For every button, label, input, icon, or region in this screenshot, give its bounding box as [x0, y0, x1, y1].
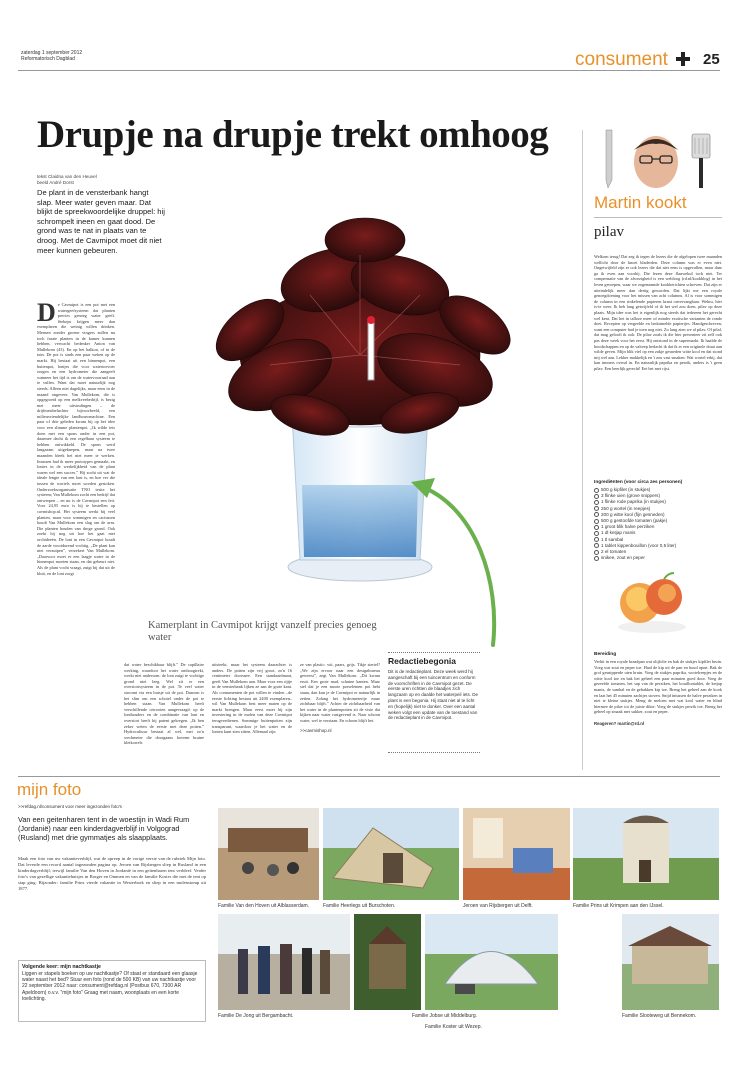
infobox [388, 652, 480, 760]
checkbox-icon [594, 494, 599, 499]
caption-koster: Familie Koster uit Wezep. [425, 1024, 482, 1030]
photo-dejong [218, 914, 350, 1010]
photo-slooteweg [622, 914, 719, 1010]
prep-text: Verhit in een royale braadpan wat olijfolie en bak de stukjes kipfilet bruin. Voeg wat zout en peper toe. Haal de kip uit de pan en houd apart. Bak de grof gesnipperde uien bruin. Voeg de stukjes paprika, wortelreepjes en de witte kool toe en bak het geheel een paar minuten goed door. Voeg de gezeefde tomaten, het sap van de perziken, het bouillontablet, de ketjap manis, de sambal en de gebakken kip toe. Breng het geheel aan de kook en laat het 45 minuten zachtjes stoven. Snijd intussen de halve perziken in niet te kleine stukjes. Meng de meloen met wat kool water en blind hiermee de pilav tot de juiste dikte. Voeg de stukjes perzik toe. Breng het geheel op smaak met sukker, zout en peper. [594, 659, 722, 715]
col1-body: De pot is sinds een paar weken op de markt. Hij bestaat uit een binnenpot, een buitenpot, lontjes die voor watertoevoer zorgen en een hydrometer die aangeeft wanneer het tijd is om de watervoorraad aan te vullen. Want dat moet natuurlijk nog steeds. Alleen niet dagelijks, maar eens in de maand ongeveer. Van Mullekom, die is opgegroeid op een melkveebedrijf, is bezig met meer uitvindingen – de drijfmestbeluchter bijvoorbeeld, een milieuvriendelijke landbouwmachine. Een paar of drie geleden kwam hij op het idee voor een slimme plantenpot. „Ik wilde iets doen met een spons onder in een pot, daarmee dacht ik een regelbaar systeem te hebben ontwikkeld. De spons werd langzaam uitgeknepen, maar na twee maanden bleek het niet meer te werken. Intussen had ik meer prototypes gemaakt, en lontes in de werkelijkheid van de plant waren wel een succes.” Hij zocht uit wat de ideale lengte van een lont is, en hoe ver die tussen de wortels moet worden gestoken. Onderzoeksorganisatie TNO testte het systeem; Van Mullekom zocht een bedrijf dat ontwerpen – en nu is de Cavmipot een feit. Voor 24,95 euro is hij te bestellen op cavmishop.nl. Het systeem werkt bij veel planten, maar voor sommigen en cactussen houdt Van Mullekom een slag om de arm. Die planten houden van droge grond. Ook zoekt hij nog uit hoe het gaat met orchideeën. De lont in een Cavmipot houdt de aarde voortdurend vochtig. „De plant kan niet verzuipen”, verzekert Van Mullekom. „Daarvoor moet er een laagje water in de binnenpot moeten staan, en dat gebeurt niet. Als de plant vocht vraagt, zuigt hij dat uit de kluit, en de lont zorgt [37, 352, 115, 576]
ingredient-text: 3 flinke uien (grove snippers) [601, 493, 660, 499]
ingredient-text: snikee, zout en peper [601, 555, 645, 561]
intro: De plant in de vensterbank hangt slap. Meer water geven maar. Dat blijkt de spreekwoordelijke druppel: hij schrompelt ineen en gaat dood. De grond was te nat in plaats van te droog. Met de Cavmipot moet dit niet meer kunnen gebeuren. [37, 188, 165, 255]
checkbox-icon [594, 506, 599, 511]
plus-icon [676, 52, 690, 66]
dropcap: D [37, 298, 56, 327]
byline [37, 174, 97, 186]
ingredient-text: 1 tl sambal [601, 536, 624, 542]
checkbox-icon [594, 512, 599, 517]
photo-heerlegs [323, 808, 459, 900]
infobox-top-rule [388, 652, 480, 653]
mijnfoto-title: mijn foto [17, 780, 82, 799]
column-title: Martin kookt [594, 193, 687, 212]
photo-jobse [354, 914, 421, 1010]
checkbox-icon [594, 525, 599, 530]
header-rule [18, 70, 720, 71]
article-col4 [300, 662, 380, 733]
column-title-rule [594, 217, 722, 218]
caption-rijsbergen: Jeroen van Rijsbergen uit Delft. [463, 903, 533, 909]
martin-header-art [594, 128, 724, 190]
ingredient-text: 1 flinke rode paprika (in stukjes) [601, 499, 666, 505]
ingredients-list [594, 487, 722, 561]
article-col3: uitsteekt, maar het systeem daarachter is anders. De potten zijn vrij groot, zo'n 16 centimeter doorsnee. Een standaardmaat, geeft Van Mullekom aan. Maar voor een rijtje in de vensterbank lijken ze aan de grote kant. Als consumenten de pot willen te vinden –de eerste lichting bestaat uit 2400 exemplaren– wil Van Mullekom best meer maten op de markt brengen. Maar eerst moet hij zijn investering in de molen van deze Cavmipot terugverdienen. Sommige buitenpotten zijn transparant, waardoor je het water en de lonten kunt zien zitten. Allemaal zijn [212, 662, 292, 735]
mijnfoto-body: Maak een foto van uw vakantieverblijf, wat de opreep in de vorige versie van de rubriek Mijn foto. Dat leverde een record aantal ingezonden pagina op. Jeroen van Rijsbergen sliep in Rusland in een kinderdagverblijf, terwijl familie Van den Hoven in Jordanië in een geitenharen tent verbleef. Verder foto's van gezellige vakantiehuisjes in Borger en Ommen en van de familie Koster die met de tent op stap ging. Bijzonder: familie Prins vierde vakantie in Westerbork en sliep in een molenstomp uit 1877. [18, 856, 206, 891]
ingredient-text: 250 g wortel (in reepjes) [601, 505, 651, 511]
column-divider [582, 130, 583, 770]
checkbox-icon [594, 556, 599, 561]
caption-jobse: Familie Jobse uit Middelburg. [412, 1013, 478, 1019]
caption-prins: Familie Prins uit Krimpen aan den IJssel. [573, 903, 664, 909]
peach-photo [612, 565, 692, 635]
caption-slooteweg: Familie Slooteweg uit Bennekom. [622, 1013, 697, 1019]
page-number: 25 [703, 51, 720, 68]
ingredient-item [594, 555, 722, 561]
dish-name: pilav [594, 224, 624, 240]
photo-prins [573, 808, 719, 900]
ingredients [594, 480, 722, 561]
infobox-title: Redactiebegonia [388, 656, 457, 666]
next-title: Volgende keer: mijn nachtkastje [22, 964, 101, 970]
infobox-bottom-rule [388, 752, 480, 753]
checkbox-icon [594, 500, 599, 505]
photo-rijsbergen [463, 808, 570, 900]
mijnfoto-sub[interactable]: >>refdag.nl/consument voor meer ingezonden foto's [18, 804, 122, 809]
preparation [594, 652, 722, 726]
photo-koster [425, 914, 558, 1010]
col4-text: ze van plastic: wit, paars, grijs. Tikje steriel? „We zijn ervoor naar een designbureau geweest”, zegt Van Mullekom. „Dit kwam eruit. Een grote mad, schuine kanten. Maar stel dat je een mooie porseleinen pot hebt staan, dan kun je de Cavmipot er natuurlijk in zetten. Zolang het hydrometertje maar zichtbaar blijft.” Achter de zichtbaarheid van het water in de plantenpotten zit de visie dat kijken naar water rustgevend is. Naar schoon water, wel te verstaan. En schoon blijft het. [300, 662, 380, 723]
ingredients-title: Ingrediënten (voor circa zes personen) [594, 480, 683, 485]
ingredient-text: 500 g kipfilet (in stukjes) [601, 487, 651, 492]
photo-vandenhoven [218, 808, 319, 900]
headline: Drupje na drupje trekt omhoog [37, 113, 549, 156]
header-date: zaterdag 1 september 2012 [21, 50, 83, 56]
ingredient-text: 2 el tomaten [601, 549, 627, 555]
col1-lead: e Cavmipot is een pot met een watergeefsysteem dat planten precies genoeg water geeft. Stekeps krijgen meer dan exemplaren die weinig willen drinken. Mensen zonder groene vingers zullen nu toch fraaie planten in de kamer kunnen hebben, verwacht bedenker Anton van Mullekom (43). En op het balkon, of in de tuin. [37, 302, 115, 358]
checkbox-icon [594, 531, 599, 536]
caption-vandenhoven: Familie Van den Hoven uit Alblasserdam. [218, 903, 310, 909]
checkbox-icon [594, 488, 599, 493]
ingredient-text: 200 g witte kool (fijn gesneden) [601, 511, 665, 517]
column-contact-link[interactable]: Reageren? martin@rd.nl [594, 720, 645, 726]
next-text: Liggen er stapels boeken op uw nachtkastje? Of staat er standaard een glaasje water naast het bed? Stuur een foto (rond de 500 KB) van uw nachtkastje voor 22 september 2012 naar: consument@refdag.nl (Postbus 670, 7300 AR Apeldoorn) o.v.v. "mijn foto" Graag met naam, woonplaats en een korte toelichting. [22, 971, 198, 1002]
cavmishop-link[interactable]: >>cavmishop.nl [300, 727, 332, 733]
ingredient-text: 1 dl ketjap manis [601, 530, 636, 536]
infobox-text: Dit is de redactieplant. Deze week werd hij aangeschaft bij een tuincentrum en conform de voorschriften in de Cavmipot gezet. De eerste uren richtten de blaadjes zich langzaam op en daalde het waterpeil iets. De plant is een begonia. Hij staat niet al te licht en (hopelijk) niet te donker. Over een aantal weken volgt een update van de toestand van de redactieplant in de Cavmipot. [388, 669, 479, 721]
arrow-graphic [405, 470, 505, 650]
mijnfoto-lead: Van een geitenharen tent in de woestijn in Wadi Rum (Jordanië) naar een kinderdagverblijf in Volgograd (Rusland) met drie gymmatjes als slaapplaats. [18, 815, 190, 843]
header-meta [21, 50, 82, 62]
checkbox-icon [594, 519, 599, 524]
article-col2: dat water beschikbaar blijft.” De capillaire werking, waardoor het water omhoogtrekt, werkt niet andersom: de lont zuigt te vochtige grond niet leeg. Wel zit er een overstortsysteem in de pot. Te veel water stroomt via een buisje uit de pot. Daarom is het slim om een schotel onder de pot te hebben staan. Van Mullekom heeft verschillende cetrooien aangevraagd: op de lonthouders en de combinatie van lont en overstort heeft hij patent gekregen. „Ik ben zeker weten de eerste met deze potten.” Hydrocultuur bestaat al wel, met zo'n wechmeter die doorgaans bovenn bruine kleikorrels [124, 662, 204, 746]
section-title: consument [575, 49, 668, 70]
article-col1 [37, 298, 115, 576]
ingredient-text: 500 g gestoofde tomaten (pakje) [601, 518, 668, 524]
caption-heerlegs: Familie Heerlegs uit Burschoten. [323, 903, 396, 909]
checkbox-icon [594, 537, 599, 542]
column-body: Welkom terug! Dat zeg ik tegen de lezers die de afgelopen twee maanden wellicht door de knoet bladerden. Deze column was er even niet. Ongetwijfeld zijn er ook lezers die dat niet eens is opgevallen, maar daar ga ik even aan voorbij. Die lezen deze flauwekul toch niet. Ter compensatie van de afwezigheid is een webloog (rd.nl/kookblog) in het leven geroepen, waar we zogenaamde kookberichten schreven. Dat zijn er uiteindelijk meer dan dertig geworden. Dat lijkt me een royale genoegdoening voor het missen van acht columns. Al is voor sommigen de column in een rinkelende papieren krant onvervangbaar. Welnu, hier is-ie weer. Ik heb lang getwijfeld of ik het wel zou doen, pilav op deze plaats. Mijn idee was het is eigenlijk nog steeds dat iedereen het gerecht wel kent. Dat het in talloze meer of minder exotische varianten de ronde doet. Recepten op vergeelde en beduimelde papiertjes. Handgeschreven, want een computer had je toen nog niet. Zo lang zien we al pilav. Of pilaf, dat mag gelooft ik ook. De pilav zoals ik die hier presenteer zit zelf ook pas deze week voor het eerst. Hij ontstond in de supermarkt. Ik haalde de boodschappen en op de valreep bedacht ik dat ik er een originele draai aan wilde geven. Mijn blik viel op een zakje gesneden witte kool en dat stond mij wel aan. Lekker makkelijk en 't zou vast smaken. Wat wortel erbij, dat kan immers overal in. En natuurlijk paprika en perzik, anders is 't geen pilav. Een heerlijk gerecht! Eet het met rijst. [594, 254, 723, 371]
ingredient-text: 1 tablet kippenbouillon (voor 0,5 liter) [601, 542, 677, 548]
checkbox-icon [594, 543, 599, 548]
next-box [18, 960, 206, 1022]
byline-text: tekst Claidna van den Heuvel [37, 174, 97, 179]
checkbox-icon [594, 550, 599, 555]
photo-caption: Kamerplant in Cavmipot krijgt vanzelf precies genoeg water [148, 620, 377, 643]
prep-title: Bereiding [594, 652, 617, 657]
caption-dejong: Familie De Jong uit Bergambacht. [218, 1013, 294, 1019]
byline-photo: beeld André Dorst [37, 180, 74, 185]
mijnfoto-rule [18, 776, 720, 777]
header-paper: Reformatorisch Dagblad [21, 56, 75, 62]
ingredient-text: 1 groot blik halve perziken [601, 524, 655, 530]
